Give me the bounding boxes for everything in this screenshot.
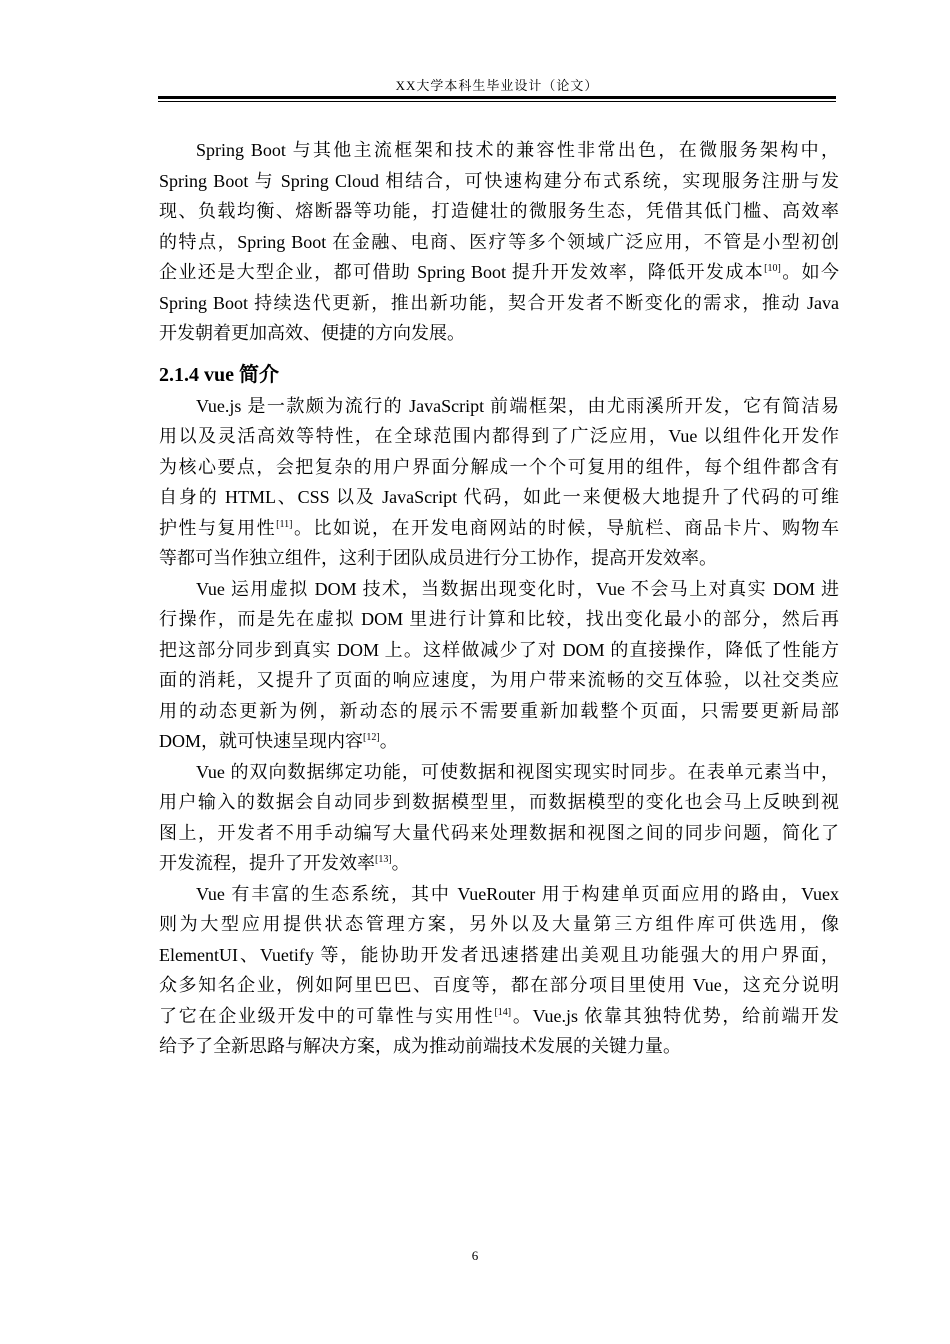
citation-ref: [12] — [363, 732, 380, 743]
paragraph-line: 图上，开发者不用手动编写大量代码来处理数据和视图之间的同步问题，简化了 — [159, 822, 839, 843]
paragraph-line: 开发朝着更加高效、便捷的方向发展。 — [159, 323, 465, 343]
line-text: DOM，就可快速呈现内容 — [159, 731, 364, 751]
paragraph-line — [159, 1001, 839, 1032]
line-text: 。 — [379, 731, 398, 751]
paragraph-vue-intro — [159, 391, 839, 574]
paragraph-line — [159, 848, 839, 879]
paragraph-line: Vue 的双向数据绑定功能，可使数据和视图实现实时同步。在表单元素当中， — [196, 761, 839, 782]
paragraph-line: Vue 有丰富的生态系统，其中 VueRouter 用于构建单页面应用的路由，Vuex — [196, 883, 839, 904]
paragraph-virtual-dom — [159, 574, 839, 757]
citation-ref: [10] — [764, 263, 781, 274]
paragraph-line — [159, 513, 839, 544]
paragraph-line: Spring Boot 持续迭代更新，推出新功能，契合开发者不断变化的需求，推动 Java — [159, 292, 839, 313]
paragraph-line: 等都可当作独立组件，这利于团队成员进行分工协作，提高开发效率。 — [159, 548, 717, 568]
paragraph-line: Vue 运用虚拟 DOM 技术，当数据出现变化时，Vue 不会马上对真实 DOM 进 — [196, 578, 839, 599]
line-text: 开发流程，提升了开发效率 — [159, 853, 375, 873]
paragraph-line: Spring Boot 与其他主流框架和技术的兼容性非常出色，在微服务架构中， — [196, 140, 839, 160]
paragraph-line: 给予了全新思路与解决方案，成为推动前端技术发展的关键力量。 — [159, 1036, 681, 1056]
paragraph-line: 把这部分同步到真实 DOM 上。这样做减少了对 DOM 的直接操作，降低了性能方 — [159, 639, 839, 660]
line-text: 了它在企业级开发中的可靠性与实用性 — [159, 1005, 495, 1026]
paragraph-line — [159, 257, 839, 288]
line-text: 。 — [391, 853, 410, 873]
line-text: 护性与复用性 — [159, 517, 277, 538]
paragraph-line: 则为大型应用提供状态管理方案，另外以及大量第三方组件库可供选用，像 — [159, 914, 839, 934]
paragraph-spring-boot — [159, 135, 839, 349]
paragraph-ecosystem — [159, 879, 839, 1062]
paragraph-line: 行操作，而是先在虚拟 DOM 里进行计算和比较，找出变化最小的部分，然后再 — [159, 609, 839, 629]
paragraph-line: 用以及灵活高效等特性，在全球范围内都得到了广泛应用，Vue 以组件化开发作 — [159, 426, 839, 446]
paragraph-line: 自身的 HTML、CSS 以及 JavaScript 代码，如此一来便极大地提升了代码的可维 — [159, 487, 839, 507]
line-text: 。Vue.js 依靠其独特优势，给前端开发 — [511, 1005, 839, 1026]
paragraph-line: 现、负载均衡、熔断器等功能，打造健壮的微服务生态，凭借其低门槛、高效率 — [159, 201, 839, 221]
paragraph-line: ElementUI、Vuetify 等，能协助开发者迅速搭建出美观且功能强大的用户界面， — [159, 944, 839, 965]
section-heading: 2.1.4 vue 简介 — [159, 363, 279, 386]
paragraph-line: Spring Boot 与 Spring Cloud 相结合，可快速构建分布式系统，实现服务注册与发 — [159, 170, 839, 191]
line-text: 。比如说，在开发电商网站的时候，导航栏、商品卡片、购物车 — [292, 517, 839, 538]
paragraph-line: 的特点，Spring Boot 在金融、电商、医疗等多个领域广泛应用，不管是小型初创 — [159, 231, 839, 252]
citation-ref: [13] — [375, 854, 392, 865]
citation-ref: [11] — [276, 518, 293, 530]
page-header-title: XX大学本科生毕业设计（论文） — [395, 78, 599, 93]
paragraph-line: 众多知名企业，例如阿里巴巴、百度等，都在部分项目里使用 Vue，这充分说明 — [159, 975, 839, 995]
paragraph-line — [159, 726, 839, 757]
page-number: 6 — [471, 1248, 479, 1263]
paragraph-line: 用户输入的数据会自动同步到数据模型里，而数据模型的变化也会马上反映到视 — [159, 792, 839, 812]
line-text: 。如今 — [780, 262, 839, 282]
paragraph-line: 为核心要点，会把复杂的用户界面分解成一个个可复用的组件，每个组件都含有 — [159, 456, 839, 477]
paragraph-line: 面的消耗，又提升了页面的响应速度，为用户带来流畅的交互体验，以社交类应 — [159, 670, 839, 690]
header-rule-thick — [158, 96, 836, 99]
paragraph-data-binding — [159, 757, 839, 879]
paragraph-line: Vue.js 是一款颇为流行的 JavaScript 前端框架，由尤雨溪所开发，它有简洁易 — [196, 395, 839, 416]
paragraph-line: 用的动态更新为例，新动态的展示不需要重新加载整个页面，只需要更新局部 — [159, 700, 839, 721]
line-text: 企业还是大型企业，都可借助 Spring Boot 提升开发效率，降低开发成本 — [159, 262, 765, 282]
header-rule-thin — [158, 101, 836, 102]
page-body — [159, 135, 839, 1062]
citation-ref: [14] — [494, 1006, 512, 1018]
